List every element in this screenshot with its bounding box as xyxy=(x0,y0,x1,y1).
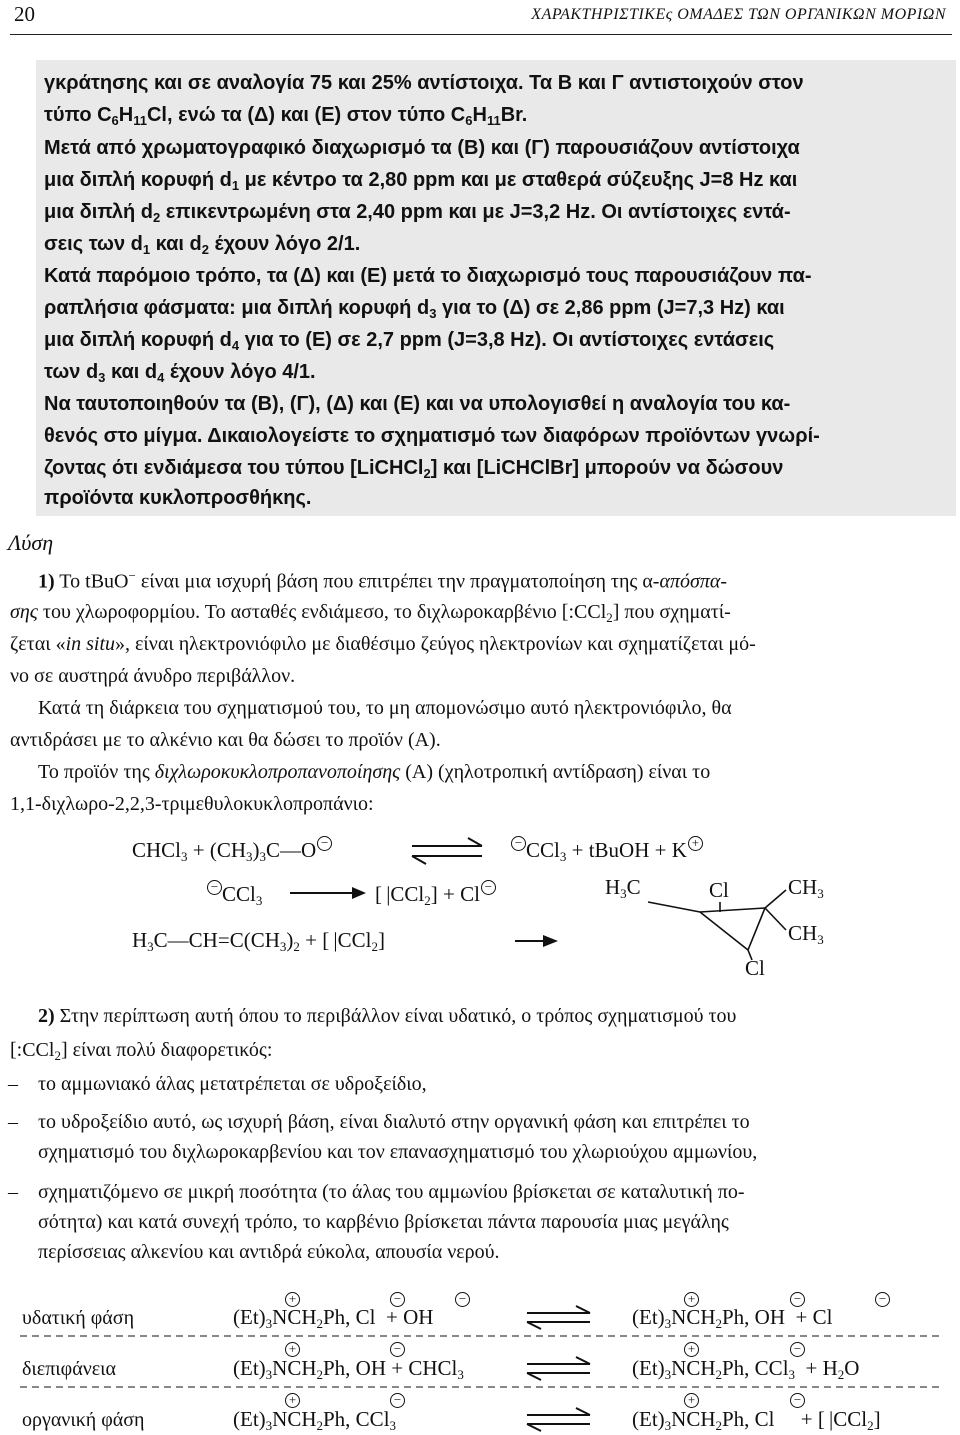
problem-line-3: Μετά από χρωματογραφικό διαχωρισμό τα (Β) και (Γ) παρουσιάζουν αντίστοιχα xyxy=(44,137,800,159)
phase-label-organic: οργανική φάση xyxy=(22,1409,145,1431)
problem-line-6: σεις των $d_1$ και $d_2$ έχουν λόγο 2/1. xyxy=(44,233,361,257)
charge-minus: − xyxy=(790,1342,805,1357)
solution-p1-line-2: σης του χλωροφορμίου. Το ασταθές ενδιάμεσο, το διχλωροκαρβένιο [:CCl$_2$] που σχηματί- xyxy=(10,601,731,625)
solution-p2-line-2: αντιδράσει με το αλκένιο και θα δώσει το προϊόν (Α). xyxy=(10,729,441,751)
page-number: 20 xyxy=(14,2,35,26)
reaction-2-products: [ |CCl$_2$] + Cl − xyxy=(375,880,496,907)
bullet-3-line-2: σότητα) και κατά συνεχή τρόπο, το καρβένιο βρίσκεται πάντα παρουσία μιας μεγάλης xyxy=(38,1211,729,1233)
problem-line-14: προϊόντα κυκλοπροσθήκης. xyxy=(44,487,312,509)
charge-plus: + xyxy=(684,1393,699,1408)
problem-line-10: των $d_3$ και $d_4$ έχουν λόγο 4/1. xyxy=(44,361,316,385)
problem-line-11: Να ταυτοποιηθούν τα (Β), (Γ), (Δ) και (Ε) και να υπολογισθεί η αναλογία του κα- xyxy=(44,393,791,415)
problem-line-12: θενός στο μίγμα. Δικαιολογείστε το σχηματισμό των διαφόρων προϊόντων γνωρί- xyxy=(44,425,820,447)
interface-left: $(Et)_3NCH_2Ph$, OH + CHCl$_3$ xyxy=(233,1356,464,1382)
charge-plus: + xyxy=(684,1292,699,1307)
bullet-dash-2: – xyxy=(8,1111,18,1133)
reaction-1-reactants: CHCl$_3$ + $(CH_3)_3C—O$ − xyxy=(132,836,332,863)
solution-p2-line-1: Κατά τη διάρκεια του σχηματισμού του, το μη απομονώσιμο αυτό ηλεκτρονιόφιλο, θα xyxy=(38,697,732,719)
charge-minus: − xyxy=(790,1393,805,1408)
interface-right: $(Et)_3NCH_2Ph$, $CCl_3 + H_2O$ xyxy=(632,1356,860,1382)
product-label-h3c: $H_3C$ xyxy=(605,875,641,901)
phase-label-interface: διεπιφάνεια xyxy=(22,1358,117,1380)
charge-minus: − xyxy=(790,1292,805,1307)
problem-line-2: τύπο $C_6H_{11}Cl$, ενώ τα (Δ) και (Ε) στον τύπο $C_6H_{11}Br$. xyxy=(44,104,528,128)
phase-label-aqueous: υδατική φάση xyxy=(22,1307,135,1329)
problem-line-4: μια διπλή κορυφή $d_1$ με κέντρο τα 2,80 ppm και με σταθερά σύζευξης J=8 Hz και xyxy=(44,169,798,193)
running-title: ΧΑΡΑΚΤΗΡΙΣΤΙΚΕς ΟΜΑΔΕΣ ΤΩΝ ΟΡΓΑΝΙΚΩΝ ΜΟΡΙΩΝ xyxy=(531,6,946,23)
solution-p4-line-1: 2) Στην περίπτωση αυτή όπου το περιβάλλον είναι υδατικό, ο τρόπος σχηματισμού του xyxy=(38,1005,737,1027)
solution-label: Λύση xyxy=(8,530,54,555)
bullet-2-line-2: σχηματισμό του διχλωροκαρβενίου και τον επανασχηματισμό του χλωριούχου αμμωνίου, xyxy=(38,1141,758,1163)
reaction-2-reactant: − CCl$_3$ xyxy=(206,880,262,907)
charge-minus: − xyxy=(390,1292,405,1307)
charge-minus: − xyxy=(875,1292,890,1307)
reaction-1-products: − CCl$_3$ + tBuOH + K + xyxy=(510,836,703,863)
charge-minus: − xyxy=(455,1292,470,1307)
aqueous-right: $(Et)_3NCH_2Ph$, OH + Cl xyxy=(632,1305,833,1331)
charge-plus: + xyxy=(285,1393,300,1408)
bullet-dash-3: – xyxy=(8,1181,18,1203)
solution-p1-line-4: νο σε αυστηρά άνυδρο περιβάλλον. xyxy=(10,665,296,687)
problem-line-13: ζοντας ότι ενδιάμεσα του τύπου [LiCHCl$_2$] και [LiCHClBr] μπορούν να δώσουν xyxy=(44,457,784,481)
problem-line-9: μια διπλή κορυφή $d_4$ για το (Ε) σε 2,7 ppm (J=3,8 Hz). Οι αντίστοιχες εντάσεις xyxy=(44,329,775,353)
solution-p3-line-2: 1,1-διχλωρο-2,2,3-τριμεθυλοκυκλοπροπάνιο: xyxy=(10,793,374,815)
bullet-3-line-3: περίσσειας αλκενίου και αντιδρά εύκολα, απουσία νερού. xyxy=(38,1241,500,1263)
solution-p1-line-1: 1) Το tBuO− είναι μια ισχυρή βάση που επιτρέπει την πραγματοποίηση της α-απόσπα- xyxy=(38,568,728,593)
charge-plus: + xyxy=(684,1342,699,1357)
problem-line-8: ραπλήσια φάσματα: μια διπλή κορυφή $d_3$ για το (Δ) σε 2,86 ppm (J=7,3 Hz) και xyxy=(44,297,785,321)
bullet-dash-1: – xyxy=(8,1073,18,1095)
charge-plus: + xyxy=(285,1292,300,1307)
charge-minus: − xyxy=(390,1393,405,1408)
solution-p3-line-1: Το προϊόν της διχλωροκυκλοπροπανοποίησης (Α) (χηλοτροπική αντίδραση) είναι το xyxy=(38,761,711,783)
arrow-3-head xyxy=(543,935,558,947)
organic-right: $(Et)_3NCH_2Ph$, Cl + [ |CCl$_2$] xyxy=(632,1407,881,1433)
solution-p4-line-2: [:CCl$_2$] είναι πολύ διαφορετικός: xyxy=(10,1039,273,1063)
product-label-ch3-a: $CH_3$ xyxy=(788,875,824,901)
charge-minus: − xyxy=(390,1342,405,1357)
charge-plus: + xyxy=(285,1342,300,1357)
arrow-2-head xyxy=(352,887,366,899)
phase-equilibrium-arrows xyxy=(527,1306,590,1431)
problem-line-1: γκράτησης και σε αναλογία 75 και 25% αντίστοιχα. Τα Β και Γ αντιστοιχούν στον xyxy=(44,72,804,94)
problem-line-5: μια διπλή $d_2$ επικεντρωμένη στα 2,40 ppm και με J=3,2 Hz. Οι αντίστοιχες εντά- xyxy=(44,201,791,225)
product-label-ch3-b: $CH_3$ xyxy=(788,921,824,947)
aqueous-left: $(Et)_3NCH_2Ph$, Cl + OH xyxy=(233,1305,434,1331)
bullet-3-line-1: σχηματιζόμενο σε μικρή ποσότητα (το άλας του αμμωνίου βρίσκεται σε καταλυτική πο- xyxy=(38,1181,745,1203)
reaction-3-reactants: $H_3C—CH=C(CH_3)_2$ + [ |CCl$_2$] xyxy=(132,928,385,954)
equilibrium-arrow-1 xyxy=(412,838,482,864)
organic-left: $(Et)_3NCH_2Ph$, CCl$_3$ xyxy=(233,1407,397,1433)
product-label-cl-bottom: Cl xyxy=(745,956,765,980)
solution-p1-line-3: ζεται «in situ», είναι ηλεκτρονιόφιλο με διαθέσιμο ζεύγος ηλεκτρονίων και σχηματίζεται μό- xyxy=(10,633,756,655)
bullet-1: το αμμωνιακό άλας μετατρέπεται σε υδροξείδιο, xyxy=(38,1073,427,1095)
bullet-2-line-1: το υδροξείδιο αυτό, ως ισχυρή βάση, είναι διαλυτό στην οργανική φάση και επιτρέπει το xyxy=(38,1111,750,1133)
product-label-cl-top: Cl xyxy=(709,878,729,902)
cyclopropane-structure xyxy=(648,890,786,960)
problem-line-7: Κατά παρόμοιο τρόπο, τα (Δ) και (Ε) μετά το διαχωρισμό τους παρουσιάζουν πα- xyxy=(44,265,812,287)
